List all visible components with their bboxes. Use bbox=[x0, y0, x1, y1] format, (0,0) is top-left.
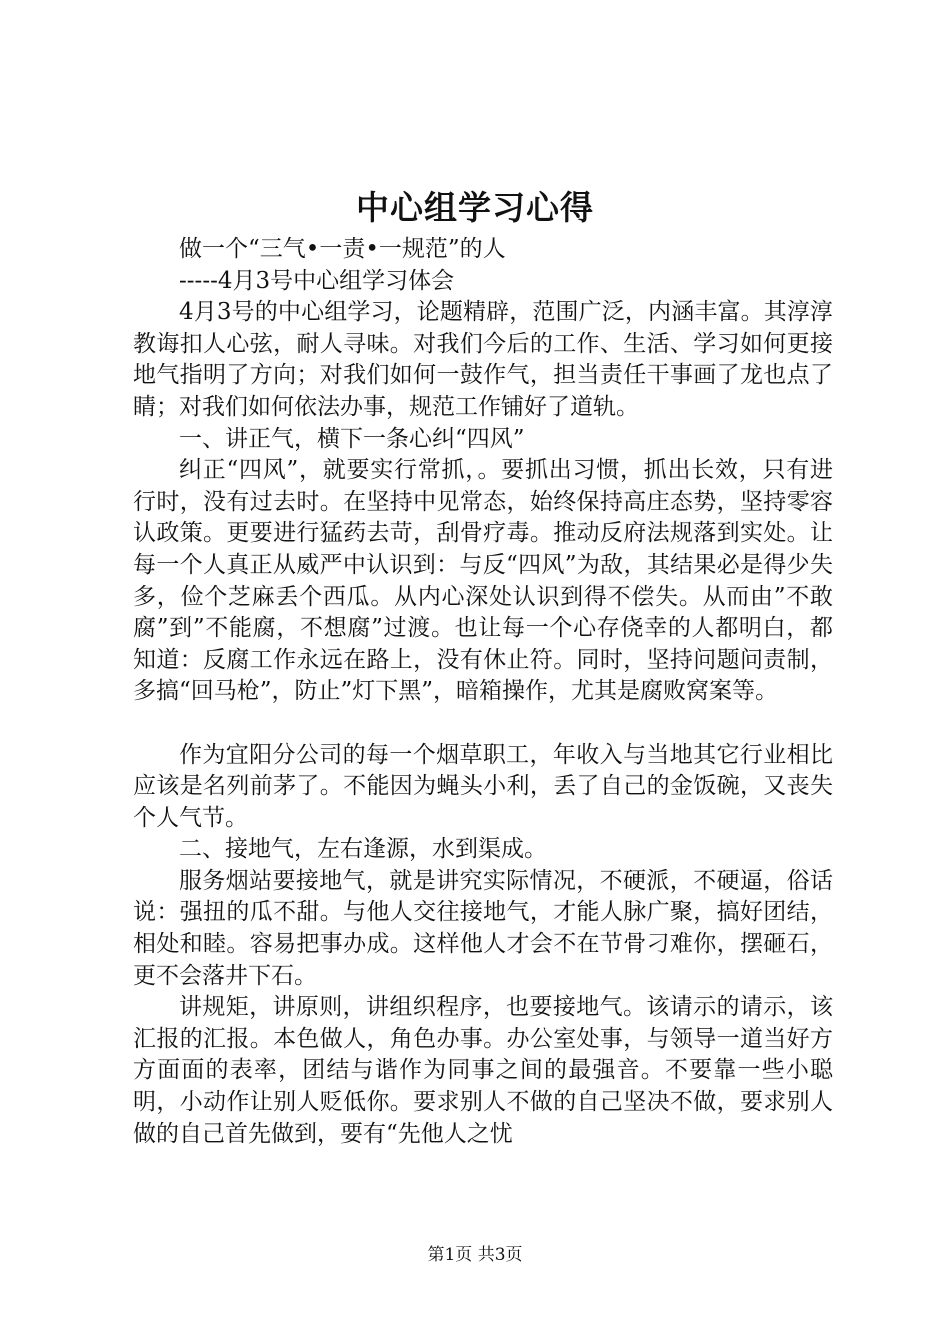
section-heading-2: 二、接地气，左右逢源，水到渠成。 bbox=[179, 836, 547, 863]
paragraph-intro: 4月3号的中心组学习，论题精辟，范围广泛，内涵丰富。其淳淳教诲扣人心弦，耐人寻味。对我们今后的工作、生活、学习如何更接地气指明了方向；对我们如何一鼓作气，担当责任干事画了龙也点了睛；对我们如何依法办事，规范工作铺好了道轨。 bbox=[133, 299, 833, 420]
document-title: 中心组学习心得 bbox=[356, 188, 594, 227]
page-footer: 第1页 共3页 bbox=[427, 1245, 523, 1265]
paragraph-rules: 讲规矩，讲原则，讲组织程序，也要接地气。该请示的请示，该汇报的汇报。本色做人，角色办事。办公室处事，与领导一道当好方方面面的表率，团结与谐作为同事之间的最强音。不要靠一些小聪明，小动作让别人贬低你。要求别人不做的自己坚决不做，要求别人做的自己首先做到，要有“先他人之忧 bbox=[133, 994, 833, 1147]
subtitle-note: -----4月3号中心组学习体会 bbox=[179, 267, 455, 294]
document-body bbox=[133, 234, 833, 1150]
section-heading-1: 一、讲正气，横下一条心纠“四风” bbox=[179, 425, 525, 452]
paragraph-section-2: 服务烟站要接地气，就是讲究实际情况，不硬派，不硬逼，俗话说：强扭的瓜不甜。与他人交往接地气，才能人脉广聚，搞好团结，相处和睦。容易把事办成。这样他人才会不在节骨刁难你，摆砸石，更不会落井下石。 bbox=[133, 867, 833, 989]
paragraph-section-1: 纠正“四风”，就要实行常抓，。要抓出习惯，抓出长效，只有进行时，没有过去时。在坚持中见常态，始终保持高庄态势，坚持零容认政策。更要进行猛药去苛，刮骨疗毒。推动反府法规落到实处。让每一个人真正从威严中认识到：与反“四风”为敌，其结果必是得少失多，俭个芝麻丢个西瓜。从内心深处认识到得不偿失。从而由”不敢腐”到”不能腐，不想腐”过渡。也让每一个心存侥幸的人都明白，都知道：反腐工作永远在路上，没有休止符。同时，坚持问题问责制，多搞“回马枪”，防止”灯下黑”，暗箱操作，尤其是腐败窝案等。 bbox=[133, 457, 833, 705]
paragraph-employee: 作为宜阳分公司的每一个烟草职工，年收入与当地其它行业相比应该是名列前茅了。不能因为蝇头小利，丢了自己的金饭碗，又丧失个人气节。 bbox=[133, 741, 833, 831]
subtitle: 做一个“三气•一责•一规范”的人 bbox=[179, 236, 506, 262]
